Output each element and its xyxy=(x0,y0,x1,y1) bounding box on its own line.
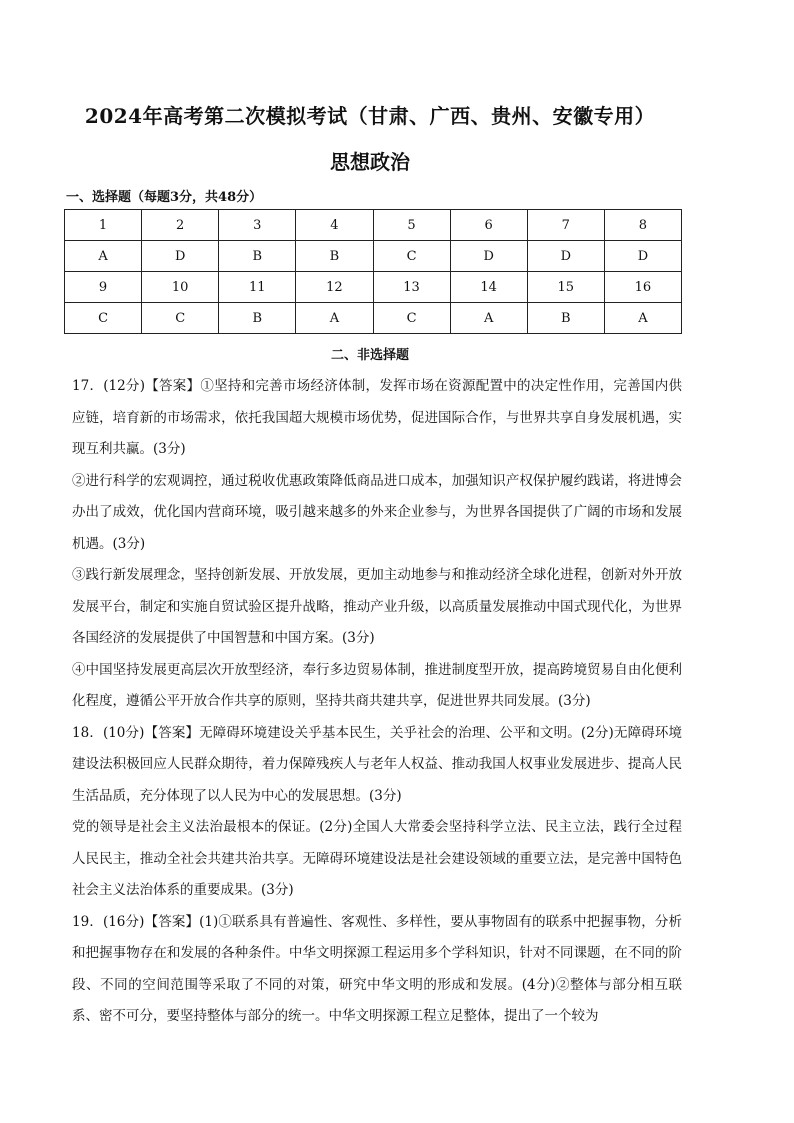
table-cell: 5 xyxy=(373,210,450,241)
table-cell: B xyxy=(296,241,373,272)
table-cell: 12 xyxy=(296,272,373,303)
table-cell: 13 xyxy=(373,272,450,303)
section-heading-nonchoice: 二、非选择题 xyxy=(330,348,409,363)
table-cell: D xyxy=(450,241,527,272)
table-cell: A xyxy=(450,303,527,334)
table-cell: 11 xyxy=(219,272,296,303)
table-cell: B xyxy=(527,303,604,334)
table-row xyxy=(65,210,682,241)
table-cell: A xyxy=(65,241,142,272)
section-heading-choice: 一、选择题（每题3分，共48分） xyxy=(66,190,263,205)
answer-table xyxy=(64,209,682,334)
table-cell: 1 xyxy=(65,210,142,241)
table-cell: 4 xyxy=(296,210,373,241)
table-cell: A xyxy=(604,303,681,334)
table-cell: C xyxy=(373,241,450,272)
answer-paragraph-18-2: 党的领导是社会主义法治最根本的保证。(2分)全国人大常委会坚持科学立法、民主立法，践行全过程人民民主，推动全社会共建共治共享。无障碍环境建设法是社会建设领域的重要立法，是完善中国特色社会主义法治体系的重要成果。(3分) xyxy=(72,819,682,898)
table-cell: C xyxy=(142,303,219,334)
answer-paragraph-17-4: ④中国坚持发展更高层次开放型经济，奉行多边贸易体制，推进制度型开放，提高跨境贸易自由化便利化程度，遵循公平开放合作共享的原则，坚持共商共建共享，促进世界共同发展。(3分) xyxy=(72,661,682,709)
table-cell: D xyxy=(527,241,604,272)
subject-title: 思想政治 xyxy=(330,150,410,174)
table-cell: D xyxy=(604,241,681,272)
table-cell: 2 xyxy=(142,210,219,241)
table-cell: C xyxy=(373,303,450,334)
answer-body xyxy=(72,371,682,1033)
table-row xyxy=(65,241,682,272)
answer-paragraph-17-1: 17．(12分)【答案】①坚持和完善市场经济体制，发挥市场在资源配置中的决定性作用，完善国内供应链，培育新的市场需求，依托我国超大规模市场优势，促进国际合作，与世界共享自身发展机遇，实现互利共赢。(3分) xyxy=(72,378,682,457)
table-cell: 8 xyxy=(604,210,681,241)
exam-title: 2024年高考第二次模拟考试（甘肃、广西、贵州、安徽专用） xyxy=(84,104,656,128)
table-cell: C xyxy=(65,303,142,334)
answer-paragraph-18-1: 18．(10分)【答案】无障碍环境建设关乎基本民生，关乎社会的治理、公平和文明。(2分)无障碍环境建设法积极回应人民群众期待，着力保障残疾人与老年人权益、推动我国人权事业发展进步、提高人民生活品质，充分体现了以人民为中心的发展思想。(3分) xyxy=(72,724,682,804)
answer-paragraph-17-3: ③践行新发展理念，坚持创新发展、开放发展，更加主动地参与和推动经济全球化进程，创新对外开放发展平台，制定和实施自贸试验区提升战略，推动产业升级，以高质量发展推动中国式现代化，为世界各国经济的发展提供了中国智慧和中国方案。(3分) xyxy=(72,567,682,646)
table-cell: 7 xyxy=(527,210,604,241)
answer-paragraph-17-2: ②进行科学的宏观调控，通过税收优惠政策降低商品进口成本，加强知识产权保护履约践诺，将进博会办出了成效，优化国内营商环境，吸引越来越多的外来企业参与，为世界各国提供了广阔的市场和发展机遇。(3分) xyxy=(72,472,682,552)
table-cell: 3 xyxy=(219,210,296,241)
table-row xyxy=(65,303,682,334)
table-cell: B xyxy=(219,241,296,272)
table-cell: 6 xyxy=(450,210,527,241)
table-cell: 15 xyxy=(527,272,604,303)
table-cell: 9 xyxy=(65,272,142,303)
table-cell: A xyxy=(296,303,373,334)
table-cell: D xyxy=(142,241,219,272)
table-cell: 16 xyxy=(604,272,681,303)
table-cell: 14 xyxy=(450,272,527,303)
table-cell: 10 xyxy=(142,272,219,303)
table-cell: B xyxy=(219,303,296,334)
table-row xyxy=(65,272,682,303)
answer-paragraph-19-1: 19．(16分)【答案】(1)①联系具有普遍性、客观性、多样性，要从事物固有的联系中把握事物，分析和把握事物存在和发展的各种条件。中华文明探源工程运用多个学科知识，针对不同课题，在不同的阶段、不同的空间范围等采取了不同的对策，研究中华文明的形成和发展。(4分)②整体与部分相互联系、密不可分，要坚持整体与部分的统一。中华文明探源工程立足整体，提出了一个较为 xyxy=(72,913,682,1024)
